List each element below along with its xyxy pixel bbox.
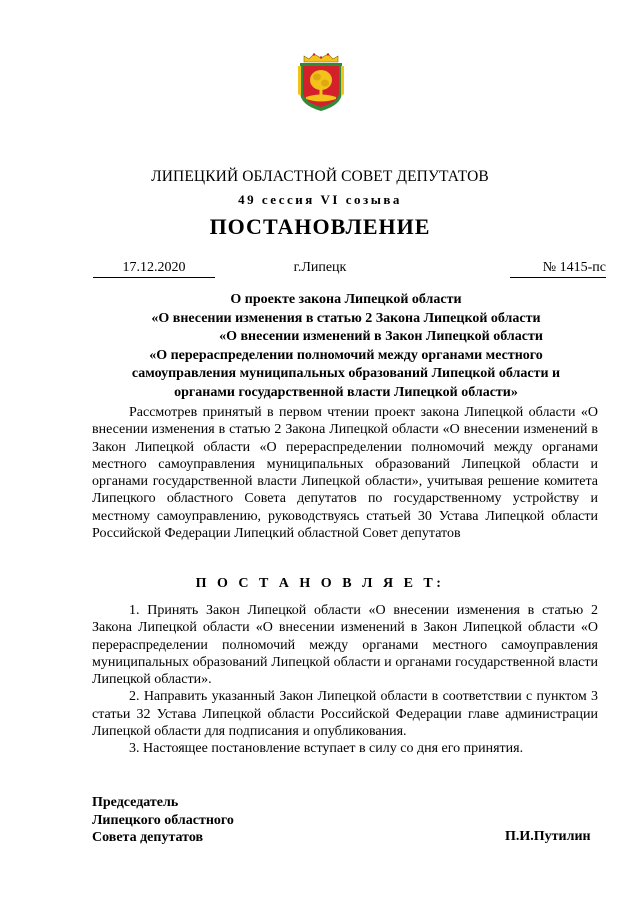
coat-of-arms-icon [296,52,346,112]
document-subject [96,291,596,402]
subject-line: органами государственной власти Липецкой области» [174,384,518,400]
subject-line: «О перераспределении полномочий между органами местного [149,347,543,363]
session-line: 49 сессия VI созыва [238,192,402,207]
document-city: г.Липецк [293,260,347,275]
signatory-name: П.И.Путилин [505,829,591,844]
subject-line: «О внесении изменения в статью 2 Закона Липецкой области [151,310,541,326]
preamble-paragraph: Рассмотрев принятый в первом чтении проект закона Липецкой области «О внесении изменения в статью 2 Закона Липецкой области «О внесении изменений в Закон Липецкой области «О перераспределении полномочий между органами местного самоуправления муниципальных образований Липецкой области и органами государственной власти Липецкой области», учитывая решение комитета Липецкого областного Совета депутатов по государственному устройству и местному самоуправлению, руководствуясь статьей 30 Устава Липецкой области Российской Федерации Липецкий областной Совет депутатов [92,405,598,542]
resolution-item-1: 1. Принять Закон Липецкой области «О внесении изменения в статью 2 Закона Липецкой области «О внесении изменений в Закон Липецкой области «О перераспределении полномочий между органами местного самоуправления муниципальных образований Липецкой области и органами государственной власти Липецкой области». [92,603,598,688]
document-date: 17.12.2020 [93,260,215,278]
resolves-heading: П О С Т А Н О В Л Я Е Т: [195,576,445,591]
subject-line: самоуправления муниципальных образований Липецкой области и [131,366,561,381]
document-number: № 1415-пс [510,260,606,278]
resolution-items [92,602,598,758]
signatory-title-line: Липецкого областного [92,812,234,828]
subject-line: О проекте закона Липецкой области [230,292,462,307]
signatory-title-line: Председатель [92,795,179,810]
resolution-item-2: 2. Направить указанный Закон Липецкой области в соответствии с пунктом 3 статьи 32 Устава Липецкой области Российской Федерации главе администрации Липецкой области для подписания и опубликования. [92,689,598,740]
signatory-title-line: Совета депутатов [92,830,204,845]
resolution-item-3: 3. Настоящее постановление вступает в силу со дня его принятия. [129,741,524,757]
organization-name: ЛИПЕЦКИЙ ОБЛАСТНОЙ СОВЕТ ДЕПУТАТОВ [151,168,489,185]
preamble-section [92,404,598,542]
document-type-heading: ПОСТАНОВЛЕНИЕ [209,214,431,239]
signatory-title [92,794,234,847]
subject-line: «О внесении изменений в Закон Липецкой области [219,329,543,344]
